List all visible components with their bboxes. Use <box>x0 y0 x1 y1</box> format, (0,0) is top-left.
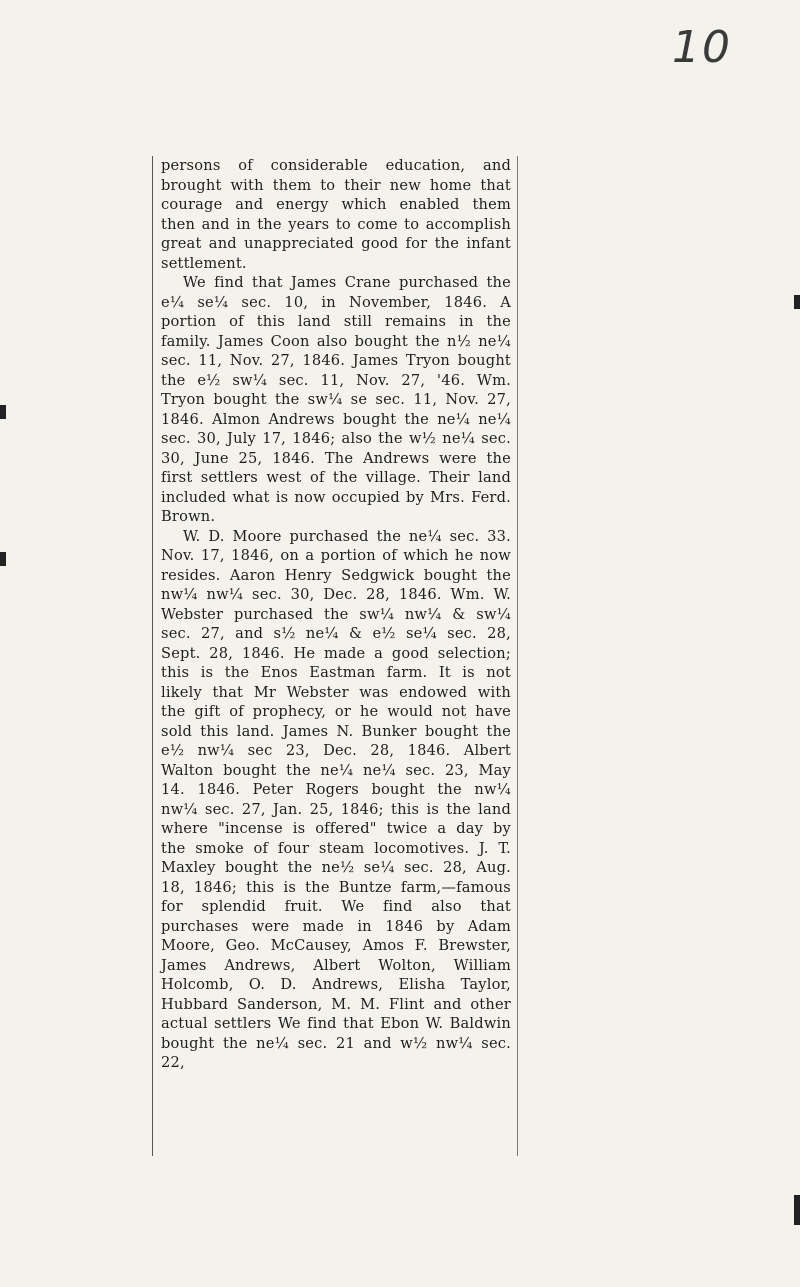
right-edge-mark <box>794 1195 800 1225</box>
page-number: 10 <box>672 22 732 73</box>
left-edge-mark <box>0 552 6 566</box>
article-paragraph: persons of considerable education, and brought with them to their new home that courage and energy which enabled them then and in the years to come to accomplish great and unappreciated good for the infant settlement. <box>161 157 511 272</box>
article-paragraph: We find that James Crane purchased the e¼ se¼ sec. 10, in November, 1846. A portion of this land still remains in the family. James Coon also bought the n½ ne¼ sec. 11, Nov. 27, 1846. James Tryon bought the e½ sw¼ sec. 11, Nov. 27, '46. Wm. Tryon bought the sw¼ se sec. 11, Nov. 27, 1846. Almon Andrews bought the ne¼ ne¼ sec. 30, July 17, 1846; also the w½ ne¼ sec. 30, June 25, 1846. The Andrews were the first settlers west of the village. Their land included what is now occupied by Mrs. Ferd. Brown. <box>161 274 511 525</box>
right-edge-mark <box>794 295 800 309</box>
article-paragraph: W. D. Moore purchased the ne¼ sec. 33. Nov. 17, 1846, on a portion of which he now resides. Aaron Henry Sedgwick bought the nw¼ nw¼ sec. 30, Dec. 28, 1846. Wm. W. Webster purchased the sw¼ nw¼ & sw¼ sec. 27, and s½ ne¼ & e½ se¼ sec. 28, Sept. 28, 1846. He made a good selection; this is the Enos Eastman farm. It is not likely that Mr Webster was endowed with the gift of prophecy, or he would not have sold this land. James N. Bunker bought the e½ nw¼ sec 23, Dec. 28, 1846. Albert Walton bought the ne¼ ne¼ sec. 23, May 14. 1846. Peter Rogers bought the nw¼ nw¼ sec. 27, Jan. 25, 1846; this is the land where "incense is offered" twice a day by the smoke of four steam locomotives. J. T. Maxley bought the ne½ se¼ sec. 28, Aug. 18, 1846; this is the Buntze farm,—famous for splendid fruit. We find also that purchases were made in 1846 by Adam Moore, Geo. McCausey, Amos F. Brewster, James Andrews, Albert Wolton, William Holcomb, O. D. Andrews, Elisha Taylor, Hubbard Sanderson, M. M. Flint and other actual settlers We find that Ebon W. Baldwin bought the ne¼ sec. 21 and w½ nw¼ sec. 22, <box>161 527 511 1071</box>
newspaper-clipping-column <box>152 156 518 1156</box>
left-edge-mark <box>0 405 6 419</box>
